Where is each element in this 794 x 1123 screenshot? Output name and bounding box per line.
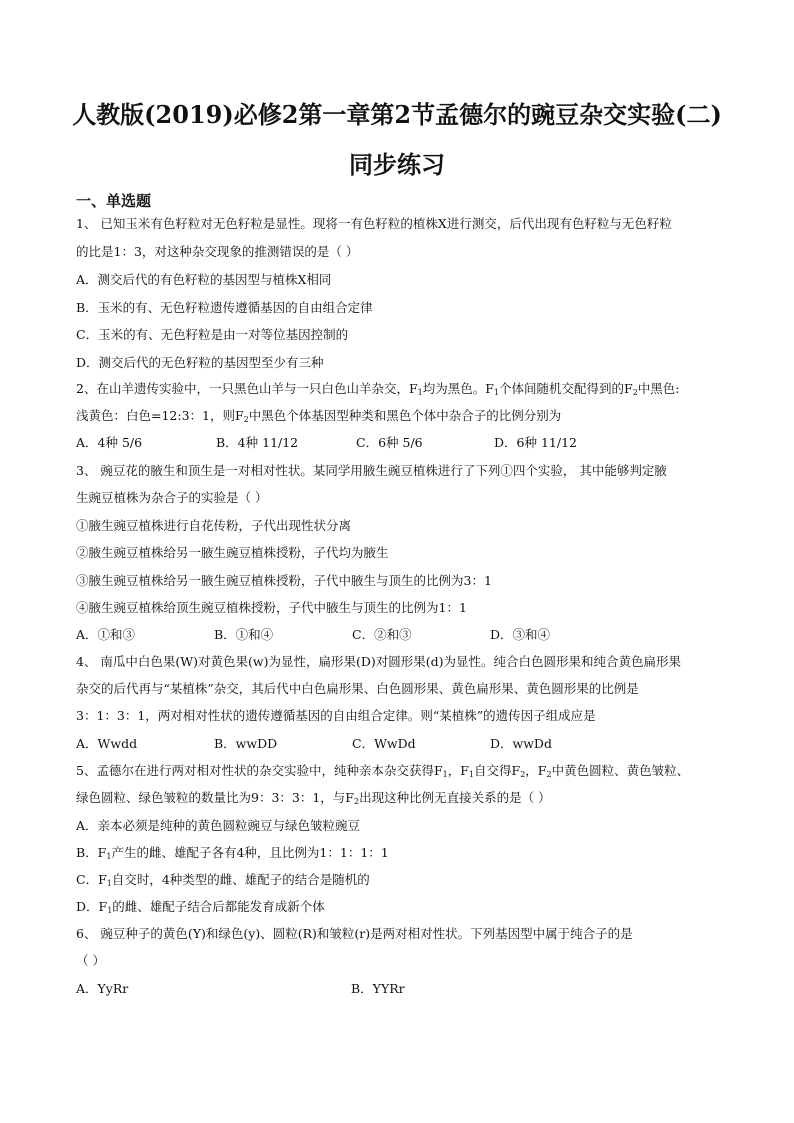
q5-option-b (76, 845, 389, 865)
subscript: 1 (106, 879, 112, 888)
q5-option-part: B．F (76, 845, 107, 860)
q5-stem-line-1 (76, 763, 689, 783)
q2-stem-part: 浅黄色：白色=12:3：1，则F (76, 408, 244, 423)
q4-option-c: C．WwDd (352, 736, 416, 751)
subscript: 1 (493, 388, 500, 397)
q5-option-a: A．亲本必须是纯种的黄色圆粒豌豆与绿色皱粒豌豆 (76, 818, 361, 833)
q6-option-a: A．YyRr (76, 981, 129, 996)
q5-stem-part: 自交得F (474, 763, 521, 778)
q5-option-part: 的雌、雄配子结合后都能发育成新个体 (112, 899, 325, 914)
q6-options (76, 981, 716, 997)
q3-stem-line-1: 3、 豌豆花的腋生和顶生是一对相对性状。某同学用腋生豌豆植株进行了下列①四个实验， 其中能够判定腋 (76, 463, 667, 478)
q4-option-d: D．wwDd (490, 736, 552, 751)
q5-stem-part: ，F (525, 763, 547, 778)
q3-option-d: D．③和④ (490, 627, 551, 642)
q4-stem-line-3: 3：1：3：1，两对相对性状的遗传遵循基因的自由组合定律。则“某植株”的遗传因子组成应是 (76, 708, 596, 723)
subscript: 1 (468, 770, 475, 779)
title-line-2: 同步练习 (349, 150, 445, 179)
q5-option-d (76, 899, 325, 919)
q5-stem-line-2 (76, 790, 551, 810)
subscript: 1 (417, 388, 423, 397)
q1-option-a: A．测交后代的有色籽粒的基因型与植株X相同 (76, 272, 332, 287)
subscript: 2 (632, 388, 638, 397)
q4-stem-line-2: 杂交的后代再与“某植株”杂交，其后代中白色扁形果、白色圆形果、黄色扁形果、黄色圆形果的比例是 (76, 681, 639, 696)
q2-stem-part: 中黑色: (637, 381, 680, 396)
subscript: 2 (243, 415, 249, 424)
q5-stem-part: 出现这种比例无直接关系的是（ ） (359, 790, 551, 805)
q2-stem-part: 中黑色个体基因型种类和黑色个体中杂合子的比例分别为 (248, 408, 562, 423)
title-line-1: 人教版(2019)必修2第一章第2节孟德尔的豌豆杂交实验(二) (72, 100, 722, 129)
subscript: 2 (354, 797, 360, 806)
q3-stem-line-2: 生豌豆植株为杂合子的实验是（ ） (76, 490, 268, 505)
q6-stem-line-2: （ ） (76, 953, 105, 968)
subscript: 2 (546, 770, 552, 779)
q3-option-b: B．①和④ (214, 627, 274, 642)
q1-stem-line-1: 1、 已知玉米有色籽粒对无色籽粒是显性。现将一有色籽粒的植株X进行测交，后代出现有色籽粒与无色籽粒 (76, 216, 672, 231)
q5-stem-part: 中黄色圆粒、黄色皱粒、 (551, 763, 690, 778)
q4-options (76, 736, 716, 752)
q3-option-c: C．②和③ (352, 627, 412, 642)
section-heading: 一、单选题 (76, 192, 152, 210)
subscript: 1 (107, 906, 113, 915)
q5-stem-part: 5、孟德尔在进行两对相对性状的杂交实验中，纯种亲本杂交获得F (76, 763, 443, 778)
q2-stem-line-2 (76, 408, 561, 428)
q5-option-part: 自交时，4种类型的雌、雄配子的结合是随机的 (111, 872, 370, 887)
q4-stem-line-1: 4、 南瓜中白色果(W)对黄色果(w)为显性，扁形果(D)对圆形果(d)为显性。纯合白色圆形果和纯合黄色扁形果 (76, 654, 682, 669)
q5-option-part: C．F (76, 872, 107, 887)
q5-stem-part: 绿色圆粒、绿色皱粒的数量比为9：3：3：1，与F (76, 790, 354, 805)
q4-option-a: A．Wwdd (76, 736, 138, 751)
q2-stem-part: 均为黑色。F (422, 381, 494, 396)
q4-option-b: B．wwDD (214, 736, 278, 751)
q2-stem-part: 2、在山羊遗传实验中，一只黑色山羊与一只白色山羊杂交，F (76, 381, 418, 396)
q6-stem-line-1: 6、 豌豆种子的黄色(Y)和绿色(y)、圆粒(R)和皱粒(r)是两对相对性状。下列基因型中属于纯合子的是 (76, 926, 633, 941)
q5-option-part: D．F (76, 899, 108, 914)
q3-option-a: A．①和③ (76, 627, 136, 642)
q1-option-b: B．玉米的有、无色籽粒遗传遵循基因的自由组合定律 (76, 300, 373, 315)
q5-option-c (76, 872, 370, 892)
q1-stem-line-2: 的比是1：3，对这种杂交现象的推测错误的是（ ） (76, 244, 359, 259)
q2-stem-part: 个体间随机交配得到的F (499, 381, 633, 396)
q2-option-c: C．6种 5/6 (356, 435, 423, 450)
subscript: 1 (442, 770, 448, 779)
q2-option-d: D．6种 11/12 (494, 435, 577, 450)
subscript: 2 (520, 770, 526, 779)
q1-option-c: C．玉米的有、无色籽粒是由一对等位基因控制的 (76, 327, 349, 342)
q6-option-b: B．YYRr (351, 981, 405, 996)
q2-option-a: A．4种 5/6 (76, 435, 143, 450)
q3-item-2: ②腋生豌豆植株给另一腋生豌豆植株授粉，子代均为腋生 (76, 545, 389, 560)
q5-option-part: 产生的雌、雄配子各有4种，且比例为1：1：1：1 (111, 845, 389, 860)
q3-item-3: ③腋生豌豆植株给另一腋生豌豆植株授粉，子代中腋生与顶生的比例为3：1 (76, 573, 492, 588)
q2-options (76, 435, 716, 451)
q3-item-4: ④腋生豌豆植株给顶生豌豆植株授粉，子代中腋生与顶生的比例为1：1 (76, 600, 467, 615)
q2-stem-line-1 (76, 381, 680, 401)
q3-item-1: ①腋生豌豆植株进行自花传粉，子代出现性状分离 (76, 518, 352, 533)
q5-stem-part: ，F (447, 763, 469, 778)
q1-option-d: D．测交后代的无色籽粒的基因型至少有三种 (76, 355, 324, 370)
subscript: 1 (106, 852, 112, 861)
q2-option-b: B．4种 11/12 (216, 435, 299, 450)
q3-options (76, 627, 716, 643)
